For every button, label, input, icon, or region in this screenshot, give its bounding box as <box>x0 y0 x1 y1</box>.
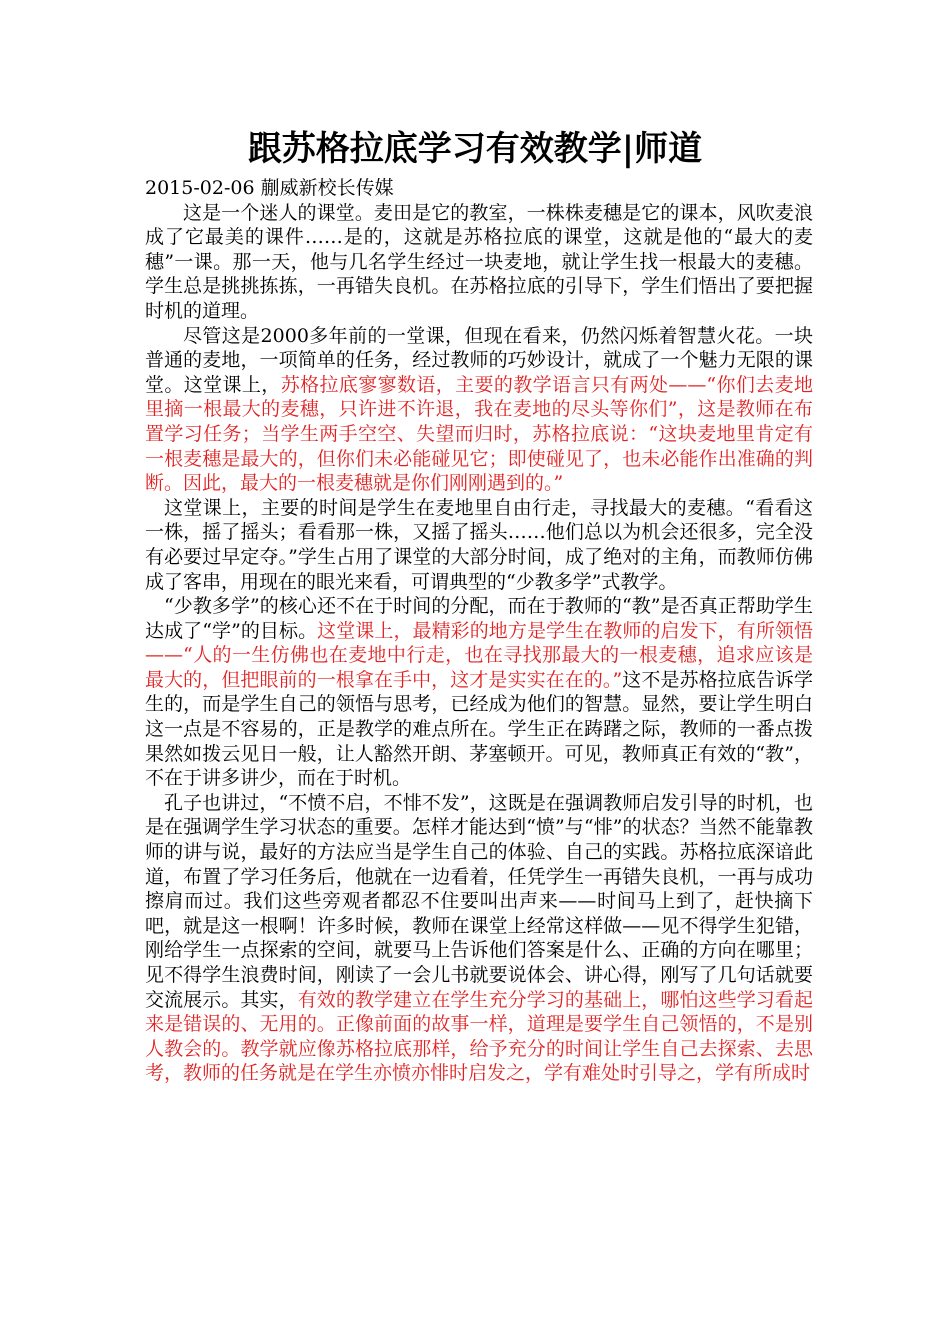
page-title: 跟苏格拉底学习有效教学|师道 <box>247 129 703 169</box>
paragraph-2 <box>145 324 813 496</box>
paragraph-3: 这堂课上，主要的时间是学生在麦地里自由行走，寻找最大的麦穗。“看看这一株，摇了摇头；看看那一株，又摇了摇头……他们总以为机会还很多，完全没有必要过早定夺。”学生占用了课堂的大部分时间，成了绝对的主角，而教师仿佛成了客串，用现在的眼光来看，可谓典型的“少教多学”式教学。 <box>145 496 813 593</box>
paragraph-1: 这是一个迷人的课堂。麦田是它的教室，一株株麦穗是它的课本，风吹麦浪成了它最美的课件……是的，这就是苏格拉底的课堂，这就是他的“最大的麦穗”一课。那一天，他与几名学生经过一块麦地，就让学生找一根最大的麦穗。学生总是挑挑拣拣，一再错失良机。在苏格拉底的引导下，学生们悟出了要把握时机的道理。 <box>145 201 813 322</box>
paragraph-5 <box>145 791 813 1086</box>
article-meta: 2015-02-06 蒯威新校长传媒 <box>145 177 394 199</box>
article-body <box>145 176 813 1086</box>
paragraph-4-text-a: “少教多学”的核心还不在于时间的分配，而在于教师的“教”是否真正帮助学生达成了“学”的目标。 <box>145 595 813 642</box>
paragraph-5-text: 孔子也讲过，“不愤不启，不悱不发”，这既是在强调教师启发引导的时机，也是在强调学生学习状态的重要。怎样才能达到“愤”与“悱”的状态？当然不能靠教师的讲与说，最好的方法应当是学生自己的体验、自己的实践。苏格拉底深谙此道，布置了学习任务后，他就在一边看着，任凭学生一再错失良机，一再与成功擦肩而过。我们这些旁观者都忍不住要叫出声来——时间马上到了，赶快摘下吧，就是这一根啊！许多时候，教师在课堂上经常这样做——见不得学生犯错，刚给学生一点探索的空间，就要马上告诉他们答案是什么、正确的方向在哪里；见不得学生浪费时间，刚读了一会儿书就要说体会、讲心得，刚写了几句话就要交流展示。其实， <box>145 791 813 1011</box>
paragraph-2-highlight: 苏格拉底寥寥数语，主要的教学语言只有两处——“你们去麦地里摘一根最大的麦穗，只许进不许退，我在麦地的尽头等你们”，这是教师在布置学习任务；当学生两手空空、失望而归时，苏格拉底说：“这块麦地里肯定有一根麦穗是最大的，但你们未必能碰见它；即使碰见了，也未必能作出准确的判断。因此，最大的一根麦穗就是你们刚刚遇到的。” <box>145 373 813 495</box>
paragraph-4-highlight: 这堂课上，最精彩的地方是学生在教师的启发下，有所领悟——“人的一生仿佛也在麦地中行走，也在寻找那最大的一根麦穗，追求应该是最大的，但把眼前的一根拿在手中，这才是实实在在的。” <box>145 619 813 691</box>
paragraph-5-highlight: 有效的教学建立在学生充分学习的基础上，哪怕这些学习看起来是错误的、无用的。正像前面的故事一样，道理是要学生自己领悟的，不是别人教会的。教学就应像苏格拉底那样，给予充分的时间让学生自己去探索、去思考，教师的任务就是在学生亦愤亦悱时启发之，学有难处时引导之，学有所成时 <box>145 988 813 1085</box>
paragraph-2-text: 尽管这是2000多年前的一堂课，但现在看来，仍然闪烁着智慧火花。一块普通的麦地，一项简单的任务，经过教师的巧妙设计，就成了一个魅力无限的课堂。这堂课上， <box>145 324 813 396</box>
paragraph-4 <box>145 594 813 791</box>
paragraph-4-text-b: 这不是苏格拉底告诉学生的，而是学生自己的领悟与思考，已经成为他们的智慧。显然，要让学生明白这一点是不容易的，正是教学的难点所在。学生正在踌躇之际，教师的一番点拨果然如拨云见日一般，让人豁然开朗、茅塞顿开。可见，教师真正有效的“教”，不在于讲多讲少，而在于时机。 <box>145 668 813 790</box>
